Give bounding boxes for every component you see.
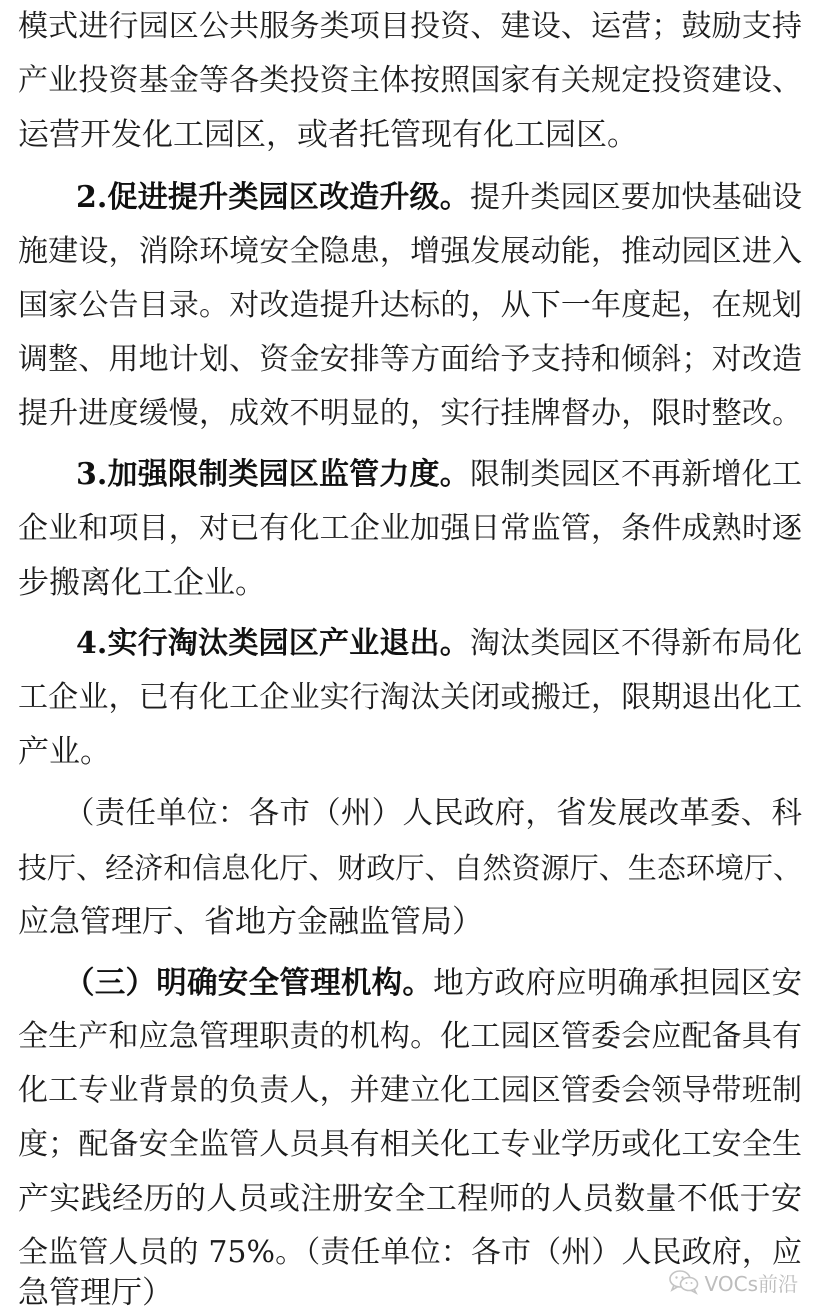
- text-line: 运营开发化工园区，或者托管现有化工园区。: [18, 117, 638, 153]
- text-line: 产业投资基金等各类投资主体按照国家有关规定投资建设、: [18, 63, 802, 98]
- text-run: 限制类园区不再新增化工: [469, 457, 802, 492]
- paragraph-first-line: [76, 453, 802, 497]
- text-line: 提升进度缓慢，成效不明显的，实行挂牌督办，限时整改。: [18, 396, 802, 431]
- text-line: （责任单位：各市（州）人民政府，省发展改革委、科: [64, 796, 802, 831]
- section-heading: 4.实行淘汰类园区产业退出。: [76, 626, 470, 661]
- section-heading: （三）明确安全管理机构。: [64, 965, 434, 1001]
- text-line: 全监管人员的 75%。（责任单位：各市（州）人民政府，应: [18, 1235, 802, 1270]
- watermark: [669, 1262, 798, 1302]
- text-line: 化工专业背景的负责人，并建立化工园区管委会领导带班制: [18, 1073, 802, 1108]
- wechat-icon: [669, 1269, 699, 1295]
- text-line: 企业和项目，对已有化工企业加强日常监管，条件成熟时逐: [18, 511, 802, 546]
- text-line: 步搬离化工企业。: [18, 565, 266, 601]
- text-line: 施建设，消除环境安全隐患，增强发展动能，推动园区进入: [18, 234, 802, 269]
- section-heading: 3.加强限制类园区监管力度。: [76, 457, 470, 492]
- text-line: 工企业，已有化工企业实行淘汰关闭或搬迁，限期退出化工: [18, 680, 802, 715]
- text-line: 技厅、经济和信息化厅、财政厅、自然资源厅、生态环境厅、: [18, 851, 802, 885]
- paragraph-first-line: [64, 961, 802, 1005]
- text-line: 产实践经历的人员或注册安全工程师的人员数量不低于安: [18, 1181, 802, 1217]
- section-heading: 2.促进提升类园区改造升级。: [76, 180, 470, 215]
- text-line: 模式进行园区公共服务类项目投资、建设、运营；鼓励支持: [18, 9, 802, 44]
- text-run: 提升类园区要加快基础设: [469, 180, 802, 215]
- paragraph-first-line: [76, 622, 802, 666]
- text-line: 调整、用地计划、资金安排等方面给予支持和倾斜；对改造: [18, 342, 802, 377]
- text-line: 产业。: [18, 734, 111, 770]
- text-run: 淘汰类园区不得新布局化: [469, 626, 802, 661]
- paragraph-first-line: [76, 176, 802, 220]
- text-run: 地方政府应明确承担园区安: [433, 966, 803, 1001]
- watermark-text: VOCs前沿: [704, 1271, 798, 1296]
- text-line: 国家公告目录。对改造提升达标的，从下一年度起，在规划: [18, 288, 802, 323]
- text-line: 急管理厅）: [18, 1275, 173, 1311]
- text-line: 全生产和应急管理职责的机构。化工园区管委会应配备具有: [18, 1019, 802, 1054]
- text-line: 应急管理厅、省地方金融监管局）: [18, 904, 483, 940]
- text-line: 度；配备安全监管人员具有相关化工专业学历或化工安全生: [18, 1127, 802, 1162]
